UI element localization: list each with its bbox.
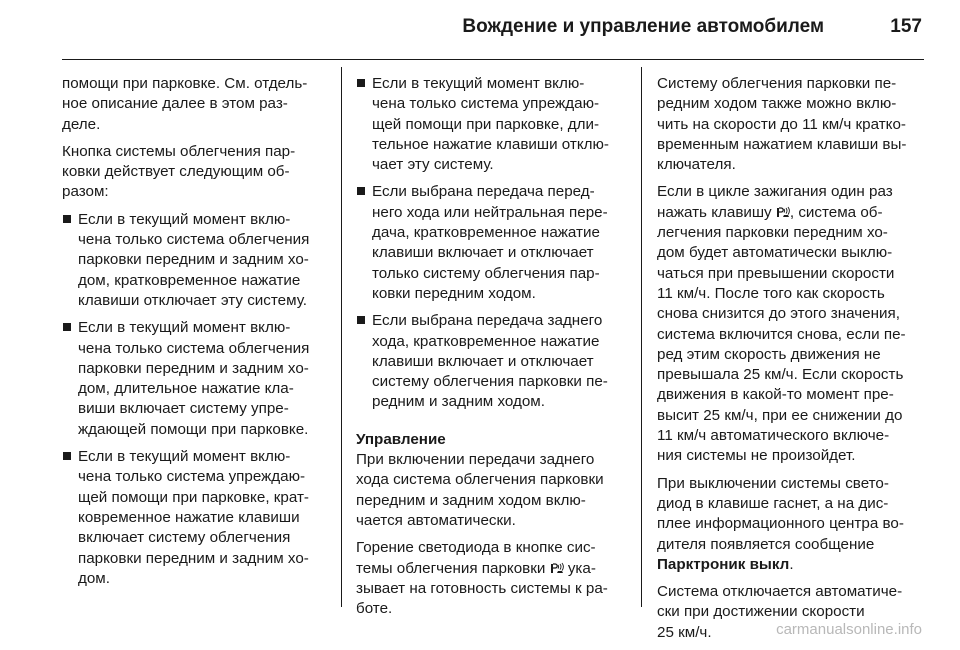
text-line: Если в текущий момент вклю- <box>78 448 291 466</box>
text-line: Если выбрана передача перед- <box>372 183 595 201</box>
text-line: разом: <box>62 183 109 201</box>
text-line: легчения парковки передним хо- <box>657 224 888 242</box>
text-line: дом, длительное нажатие кла- <box>78 380 294 398</box>
parking-sensor-icon <box>776 206 790 218</box>
text-line: дом будет автоматически выклю- <box>657 244 893 262</box>
text-line: ред этим скорость движения не <box>657 345 881 363</box>
text-line: щей помощи при парковке, крат- <box>78 488 309 506</box>
page-number: 157 <box>890 16 922 37</box>
text-line: боте. <box>356 600 393 618</box>
text-line: Если в цикле зажигания один раз <box>657 183 893 201</box>
text-line: чена только система облегчения <box>78 231 310 249</box>
text-line: дом. <box>78 569 110 587</box>
paragraph <box>356 450 634 531</box>
text-line: временным нажатием клавиши вы- <box>657 135 907 153</box>
column-2 <box>356 74 634 626</box>
text-line: чить на скорости до 11 км/ч кратко- <box>657 115 906 133</box>
list-item <box>356 74 634 175</box>
text-line: ное описание далее в этом раз- <box>62 95 288 113</box>
text-line: ния системы не произойдет. <box>657 447 856 465</box>
text-line: чена только система облегчения <box>78 339 310 357</box>
text-line: редним и задним ходом. <box>372 393 545 411</box>
text-line: дом, кратковременное нажатие <box>78 271 301 289</box>
list-item <box>356 311 634 412</box>
text-line: деле. <box>62 115 101 133</box>
column-1 <box>62 74 334 596</box>
text-line: ковки действует следующим об- <box>62 163 290 181</box>
text-line: парковки передним и задним хо- <box>78 359 309 377</box>
watermark: carmanualsonline.info <box>776 621 922 638</box>
text-line: виши включает систему упре- <box>78 400 289 418</box>
text-line: клавиши отключает эту систему. <box>78 291 308 309</box>
column-divider-2 <box>641 67 642 607</box>
parking-sensor-icon <box>550 562 564 574</box>
paragraph <box>62 74 334 135</box>
text-line: Парктроник выкл. <box>657 555 794 573</box>
text-line: превышала 25 км/ч. Если скорость <box>657 366 904 384</box>
text-line: Если в текущий момент вклю- <box>372 75 585 92</box>
text-line: чается автоматически. <box>356 511 516 529</box>
paragraph <box>657 474 927 575</box>
text-line: ковременное нажатие клавиши <box>78 508 300 526</box>
section-heading: Управление <box>356 430 446 448</box>
text-line: зывает на готовность системы к ра- <box>356 579 608 597</box>
text-line: дителя появляется сообщение <box>657 535 875 553</box>
text-line: парковки передним и задним хо- <box>78 549 309 567</box>
text-line: чена только система упреждаю- <box>372 95 600 113</box>
text-line: Если выбрана передача заднего <box>372 312 603 330</box>
text-line: помощи при парковке. См. отдель- <box>62 75 308 92</box>
text-line: снова снизится до этого значения, <box>657 305 900 323</box>
message-text: Парктроник выкл <box>657 555 790 573</box>
paragraph <box>356 538 634 619</box>
text-line: ключателя. <box>657 156 736 174</box>
column-3 <box>657 74 927 650</box>
text-line: передним и задним ходом вклю- <box>356 491 586 509</box>
text-line: хода система облегчения парковки <box>356 471 604 489</box>
text-line: чает эту систему. <box>372 156 494 174</box>
page-title: Вождение и управление автомобилем <box>462 16 824 37</box>
text-line: Если в текущий момент вклю- <box>78 210 291 228</box>
list-item <box>62 447 334 589</box>
column-divider-1 <box>341 67 342 607</box>
paragraph <box>62 142 334 203</box>
text-line: 25 км/ч. <box>657 623 712 641</box>
list-item <box>62 318 334 440</box>
text-line: клавиши включает и отключает <box>372 352 594 370</box>
list-item <box>356 182 634 304</box>
text-line: щей помощи при парковке, дли- <box>372 115 600 133</box>
text-line: темы облегчения парковки ука- <box>356 559 596 577</box>
text-line: только систему облегчения пар- <box>372 264 600 282</box>
text-line: систему облегчения парковки пе- <box>372 373 608 391</box>
text-line: ковки передним ходом. <box>372 284 536 302</box>
text-line: система включится снова, если пе- <box>657 325 906 343</box>
text-line: высит 25 км/ч, при ее снижении до <box>657 406 903 424</box>
text-line: ски при достижении скорости <box>657 603 865 621</box>
text-line: чена только система упреждаю- <box>78 468 306 486</box>
text-line: Горение светодиода в кнопке сис- <box>356 539 596 557</box>
text-line: При включении передачи заднего <box>356 451 595 469</box>
list-item <box>62 210 334 311</box>
text-line: движения в какой-то момент пре- <box>657 386 894 404</box>
text-line: диод в клавише гаснет, а на дис- <box>657 494 889 512</box>
text-line: тельное нажатие клавиши отклю- <box>372 135 609 153</box>
text-line: 11 км/ч. После того как скорость <box>657 284 885 302</box>
text-line: Система отключается автоматиче- <box>657 583 903 601</box>
text-line: Если в текущий момент вклю- <box>78 319 291 337</box>
text-line: ждающей помощи при парковке. <box>78 420 309 438</box>
text-line: Кнопка системы облегчения пар- <box>62 142 296 160</box>
text-line: Систему облегчения парковки пе- <box>657 75 897 92</box>
text-line: дача, кратковременное нажатие <box>372 224 600 242</box>
text-line: нажать клавишу , система об- <box>657 203 883 221</box>
text-line: хода, кратковременное нажатие <box>372 332 600 350</box>
paragraph <box>657 182 927 466</box>
text-line: 11 км/ч автоматического включе- <box>657 427 890 445</box>
text-line: плее информационного центра во- <box>657 515 904 533</box>
text-line: При выключении системы свето- <box>657 474 889 492</box>
text-line: него хода или нейтральная пере- <box>372 203 608 221</box>
paragraph <box>657 74 927 175</box>
text-line: редним ходом также можно вклю- <box>657 95 897 113</box>
text-line: включает систему облегчения <box>78 529 291 547</box>
header-divider <box>62 59 924 60</box>
text-line: клавиши включает и отключает <box>372 244 594 262</box>
text-line: чаться при превышении скорости <box>657 264 895 282</box>
text-line: парковки передним и задним хо- <box>78 251 309 269</box>
